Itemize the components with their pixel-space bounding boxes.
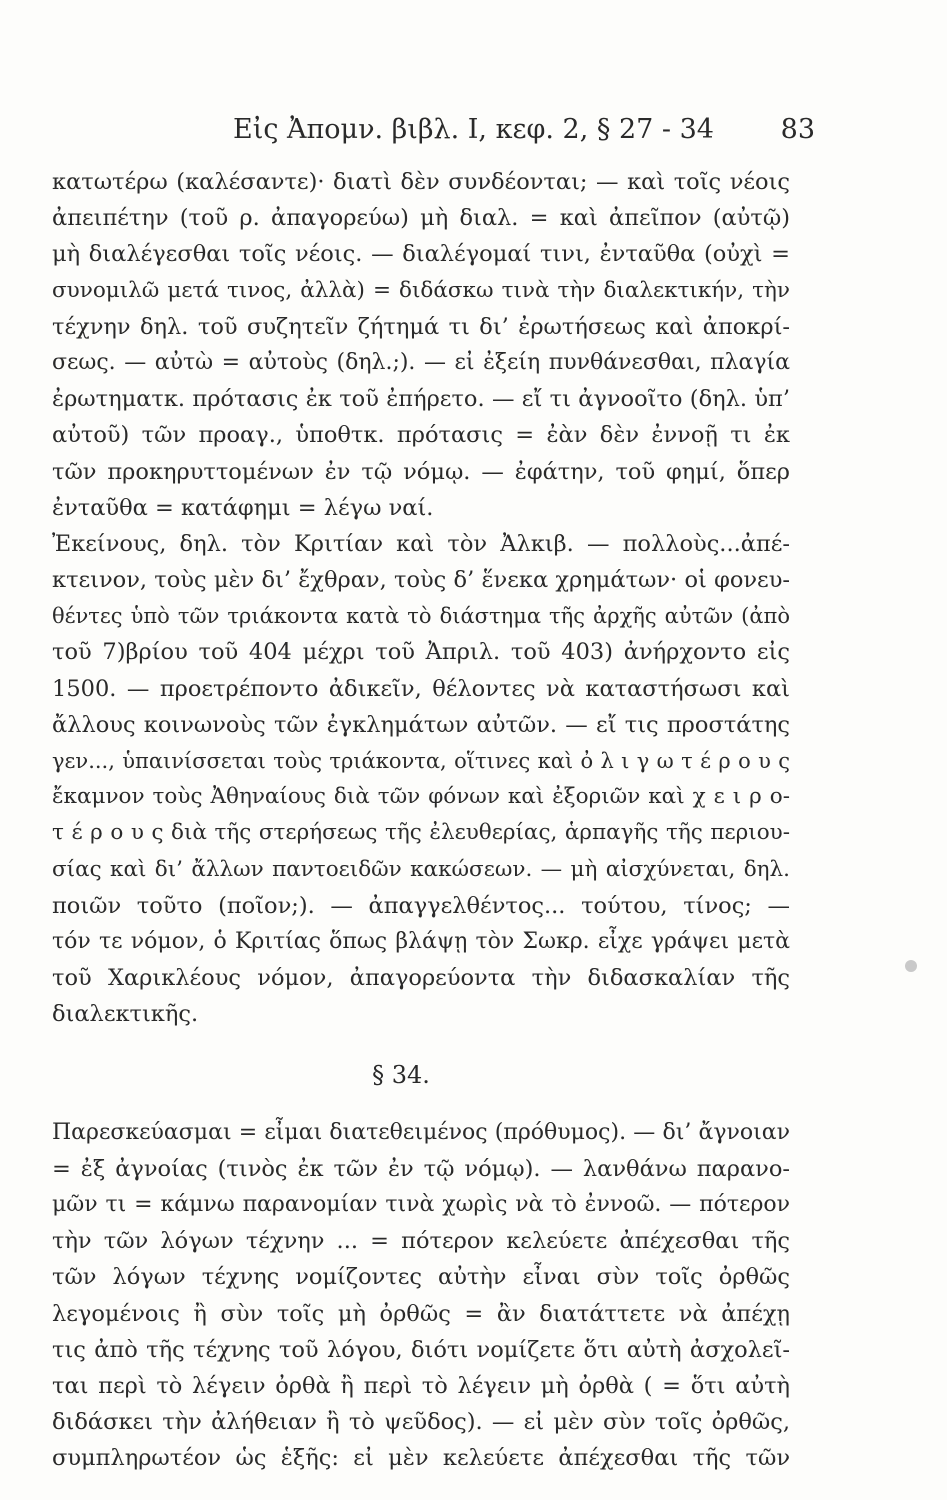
text-line: Ἐκείνους, δηλ. τὸν Κριτίαν καὶ τὸν Ἀλκιβ. — πολλοὺς...ἀπέ- (52, 530, 790, 557)
text-line: τοῦ 7)βρίου τοῦ 404 μέχρι τοῦ Ἀπριλ. τοῦ 403) ἀνήρχοντο εἰς (52, 639, 790, 666)
text-line: ται περὶ τὸ λέγειν ὀρθὰ ἢ περὶ τὸ λέγειν μὴ ὀρθὰ ( = ὅτι αὐτὴ (52, 1373, 790, 1399)
text-line: τὴν τῶν λόγων τέχνην ... = πότερον κελεύετε ἀπέχεσθαι τῆς (52, 1228, 790, 1255)
text-line: θέντες ὑπὸ τῶν τριάκοντα κατὰ τὸ διάστημα τῆς ἀρχῆς αὐτῶν (ἀπὸ (52, 604, 790, 629)
text-line: τις ἀπὸ τῆς τέχνης τοῦ λόγου, διότι νομίζετε ὅτι αὐτὴ ἀσχολεῖ- (52, 1336, 790, 1363)
text-line: διδάσκει τὴν ἀλήθειαν ἢ τὸ ψεῦδος). — εἰ μὲν σὺν τοῖς ὀρθῶς, (52, 1409, 790, 1436)
text-line: ἐρωτηματκ. πρότασις ἐκ τοῦ ἐπήρετο. — εἴ τι ἀγνοοῖτο (δηλ. ὑπ’ (52, 386, 790, 413)
text-line: τ έ ρ ο υ ς διὰ τῆς στερήσεως τῆς ἐλευθερίας, ἁρπαγῆς τῆς περιου- (52, 820, 790, 846)
text-line: συμπληρωτέον ὡς ἑξῆς: εἰ μὲν κελεύετε ἀπέχεσθαι τῆς τῶν (52, 1445, 790, 1472)
paper-spot (905, 960, 917, 972)
text-line: σίας καὶ δι’ ἄλλων παντοειδῶν κακώσεων. — μὴ αἰσχύνεται, δηλ. (52, 856, 790, 882)
text-line: κατωτέρω (καλέσαντε)· διατὶ δὲν συνδέονται; — καὶ τοῖς νέοις (52, 169, 790, 195)
text-line: τοῦ Χαρικλέους νόμον, ἀπαγορεύοντα τὴν διδασκαλίαν τῆς (52, 965, 790, 992)
text-line: κτεινον, τοὺς μὲν δι’ ἔχθραν, τοὺς δ’ ἕνεκα χρημάτων· οἱ φονευ- (52, 567, 790, 594)
commentary-text (52, 164, 790, 1477)
text-line: Παρεσκεύασμαι = εἶμαι διατεθειμένος (πρόθυμος). — δι’ ἄγνοιαν (52, 1119, 790, 1145)
page-number: 83 (780, 114, 815, 145)
text-line: = ἐξ ἀγνοίας (τινὸς ἐκ τῶν ἐν τῷ νόμῳ). — λανθάνω παρανο- (52, 1155, 790, 1182)
text-line: μῶν τι = κάμνω παρανομίαν τινὰ χωρὶς νὰ τὸ ἐννοῶ. — πότερον (52, 1192, 790, 1218)
text-line: μὴ διαλέγεσθαι τοῖς νέοις. — διαλέγομαί τινι, ἐνταῦθα (οὐχὶ = (52, 241, 790, 268)
text-line: 1500. — προετρέποντο ἀδικεῖν, θέλοντες νὰ καταστήσωσι καὶ (52, 675, 790, 702)
running-head-title: Εἰς Ἀπομν. βιβλ. Ι, κεφ. 2, § 27 - 34 (233, 114, 714, 145)
text-line: τέχνην δηλ. τοῦ συζητεῖν ζήτημά τι δι’ ἐρωτήσεως καὶ ἀποκρί- (52, 313, 790, 340)
text-line: τόν τε νόμον, ὁ Κριτίας ὅπως βλάψῃ τὸν Σωκρ. εἶχε γράψει μετὰ (52, 928, 790, 954)
text-line: τῶν προκηρυττομένων ἐν τῷ νόμῳ. — ἐφάτην, τοῦ φημί, ὅπερ (52, 458, 790, 485)
section-heading: § 34. (372, 1060, 430, 1089)
running-head (0, 114, 947, 154)
text-line: αὐτοῦ) τῶν προαγ., ὑποθτκ. πρότασις = ἐὰν δὲν ἐννοῇ τι ἐκ (52, 422, 790, 449)
text-line: ποιῶν τοῦτο (ποῖον;). — ἀπαγγελθέντος... τούτου, τίνος; — (52, 892, 790, 919)
text-line: τῶν λόγων τέχνης νομίζοντες αὐτὴν εἶναι σὺν τοῖς ὀρθῶς (52, 1264, 790, 1291)
text-line: ἔκαμνον τοὺς Ἀθηναίους διὰ τῶν φόνων καὶ ἐξοριῶν καὶ χ ε ι ρ ο- (52, 784, 790, 810)
text-line: συνομιλῶ μετά τινος, ἀλλὰ) = διδάσκω τινὰ τὴν διαλεκτικήν, τὴν (52, 277, 790, 303)
text-line: ἀπειπέτην (τοῦ ρ. ἀπαγορεύω) μὴ διαλ. = καὶ ἀπεῖπον (αὐτῷ) (52, 205, 790, 232)
text-line: ἄλλους κοινωνοὺς τῶν ἐγκλημάτων αὐτῶν. — εἴ τις προστάτης (52, 711, 790, 738)
text-line: γεν..., ὑπαινίσσεται τοὺς τριάκοντα, οἵτινες καὶ ὀ λ ι γ ω τ έ ρ ο υ ς (52, 749, 790, 773)
text-line: λεγομένοις ἢ σὺν τοῖς μὴ ὀρθῶς = ἂν διατάττετε νὰ ἀπέχῃ (52, 1300, 790, 1327)
text-line: ἐνταῦθα = κατάφημι = λέγω ναί. (52, 494, 434, 521)
text-line: διαλεκτικῆς. (52, 1001, 199, 1028)
text-line: σεως. — αὐτὼ = αὐτοὺς (δηλ.;). — εἰ ἐξείη πυνθάνεσθαι, πλαγία (52, 349, 790, 375)
